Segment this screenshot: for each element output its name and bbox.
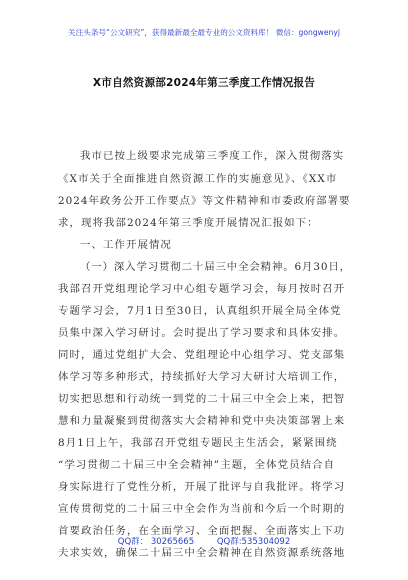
body-line: 员集中深入学习研讨。会时提出了学习要求和具体安排。	[58, 327, 346, 339]
body-line: 同时，通过党组扩大会、党组理论中心组学习、党支部集	[58, 349, 346, 361]
body-line: 切实把思想和行动统一到党的二十届三中全会上来，把智	[58, 393, 346, 405]
header-banner: 关注头条号“公文研究”，获得最新最全最专业的公文资料库！ 微信：gongwenyj	[68, 28, 340, 37]
body-line: 《X市关于全面推进自然资源工作的实施意见》、《XX市	[58, 173, 338, 185]
body-line: 慧和力量凝聚到贯彻落实大会精神和党中央决策部署上来	[58, 415, 346, 427]
body-line: 身实际进行了党性分析，开展了批评与自我批评。将学习	[58, 481, 346, 493]
body-line: 求，现将我部2024年第三季度开展情况汇报如下：	[58, 217, 319, 229]
body-line: 专题学习会，7月1日至30日，认真组织开展全局全体党	[58, 305, 342, 317]
body-line: 8月1日上午，我部召开党组专题民主生活会，紧紧围绕	[58, 437, 338, 449]
body-line: 夫求实效，确保二十届三中全会精神在自然资源系统落地	[58, 547, 346, 559]
body-line: （一）深入学习贯彻二十届三中全会精神。6月30日，	[80, 261, 351, 273]
body-line: 体学习等多种形式，持续抓好大学习大研讨大培训工作，	[58, 371, 346, 383]
footer-qq-groups	[0, 535, 408, 547]
footer-qq-group-2: QQ群:535304092	[216, 537, 291, 547]
body-line: 首要政治任务，在全面学习、全面把握、全面落实上下功	[58, 525, 346, 537]
body-line: 宣传贯彻党的二十届三中全会作为当前和今后一个时期的	[58, 503, 346, 515]
body-line: 我部召开党组理论学习中心组专题学习会，每月按时召开	[58, 283, 346, 295]
footer-qq-group-1: QQ群： 30265665	[117, 537, 195, 547]
section-heading: 一、工作开展情况	[80, 239, 172, 251]
document-title: X市自然资源部2024年第三季度工作情况报告	[92, 77, 316, 89]
body-line: “学习贯彻二十届三中全会精神”主题，全体党员结合自	[58, 459, 336, 471]
body-line: 2024年政务公开工作要点》等文件精神和市委政府部署要	[58, 195, 351, 207]
body-line: 我市已按上级要求完成第三季度工作，深入贯彻落实	[80, 150, 345, 162]
